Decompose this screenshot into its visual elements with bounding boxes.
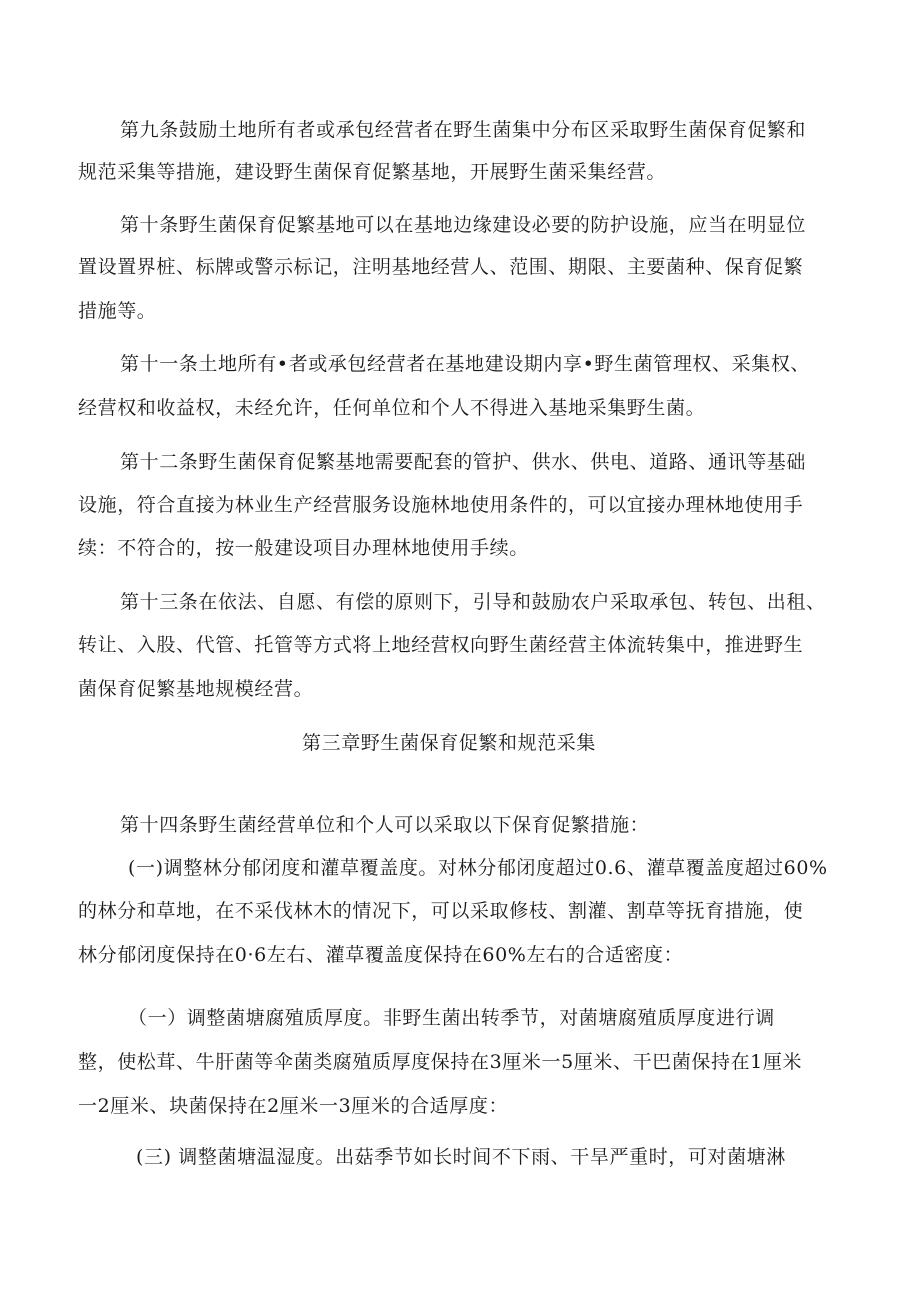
article-11-line-1: 第十一条土地所有•者或承包经营者在基地建设期内享•野生菌管理权、采集权、 [120, 353, 811, 375]
article-10-line-2: 置设置界桩、标牌或警示标记，注明基地经营人、范围、期限、主要菌种、保育促繁 [78, 256, 804, 278]
article-12-line-2: 设施，符合直接为林业生产经营服务设施林地使用条件的，可以宜接办理林地使用手 [78, 494, 804, 516]
item-2-line-3: 一2厘米、块菌保持在2厘米一3厘米的合适厚度： [78, 1095, 509, 1117]
article-12-line-1: 第十二条野生菌保育促繁基地需要配套的管护、供水、供电、道路、通讯等基础 [120, 451, 807, 473]
article-10-line-1: 第十条野生菌保育促繁基地可以在基地边缘建设必要的防护设施，应当在明显位 [120, 214, 807, 236]
item-2-line-2: 整，使松茸、牛肝菌等伞菌类腐殖质厚度保持在3厘米一5厘米、干巴菌保持在1厘米 [78, 1051, 803, 1073]
item-1-line-1: (一)调整林分郁闭度和灌草覆盖度。对林分郁闭度超过0.6、灌草覆盖度超过60% [128, 857, 828, 879]
article-12-line-3: 续：不符合的，按一般建设项目办理林地使用手续。 [78, 537, 529, 559]
article-9-line-1: 第九条鼓励土地所有者或承包经营者在野生菌集中分布区采取野生菌保育促繁和 [120, 119, 807, 141]
article-9-line-2: 规范采集等措施，建设野生菌保育促繁基地，开展野生菌采集经营。 [78, 161, 667, 183]
item-2-line-1: （一）调整菌塘腐殖质厚度。非野生菌出转季节，对菌塘腐殖质厚度进行调 [128, 1007, 775, 1029]
article-10-line-3: 措施等。 [78, 300, 157, 322]
article-13-line-2: 转让、入股、代管、托管等方式将上地经营权向野生菌经营主体流转集中，推进野生 [78, 634, 804, 656]
article-11-line-2: 经营权和收益权，未经允许，任何单位和个人不得进入基地采集野生菌。 [78, 397, 706, 419]
item-1-line-3: 林分郁闭度保持在0·6左右、灌草覆盖度保持在60%左右的合适密度： [78, 944, 684, 966]
item-1-line-2: 的林分和草地，在不采伐林木的情况下，可以采取修枝、割灌、割草等抚育措施，使 [78, 900, 804, 922]
article-13-line-1: 第十三条在依法、自愿、有偿的原则下，引导和鼓励农户采取承包、转包、出租、 [120, 591, 826, 613]
article-14-line-1: 第十四条野生菌经营单位和个人可以采取以下保育促繁措施： [120, 814, 650, 836]
item-3-line-1: (三) 调整菌塘温湿度。出菇季节如长时间不下雨、干旱严重时，可对菌塘淋 [136, 1146, 786, 1168]
article-13-line-3: 菌保育促繁基地规模经营。 [78, 678, 314, 700]
chapter-3-title: 第三章野生菌保育促繁和规范采集 [302, 732, 597, 754]
